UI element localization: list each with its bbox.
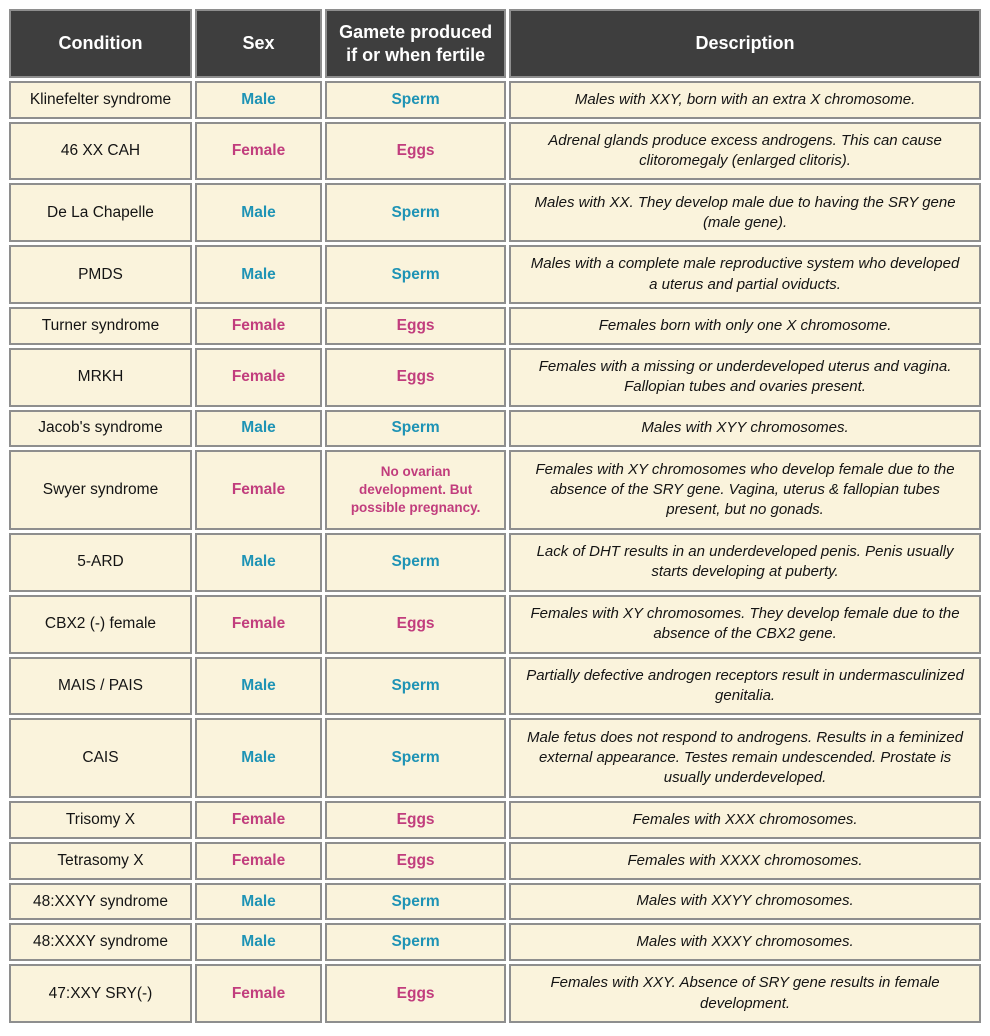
sex-cell: Female <box>195 964 322 1023</box>
sex-cell: Male <box>195 883 322 921</box>
description-cell: Lack of DHT results in an underdeveloped penis. Penis usually starts developing at puberty. <box>509 533 981 592</box>
condition-cell: 46 XX CAH <box>9 122 192 181</box>
table-row <box>9 801 981 839</box>
gamete-cell: Eggs <box>325 348 506 407</box>
column-header-description: Description <box>509 9 981 78</box>
gamete-cell: Eggs <box>325 842 506 880</box>
gamete-cell: Sperm <box>325 718 506 798</box>
description-cell: Adrenal glands produce excess androgens. This can cause clitoromegaly (enlarged clitoris). <box>509 122 981 181</box>
sex-cell: Female <box>195 122 322 181</box>
table-row <box>9 718 981 798</box>
table-row <box>9 122 981 181</box>
sex-cell: Male <box>195 533 322 592</box>
description-cell: Male fetus does not respond to androgens. Results in a feminized external appearance. Testes remain undescended. Prostate is usually underdeveloped. <box>509 718 981 798</box>
description-cell: Partially defective androgen receptors result in undermasculinized genitalia. <box>509 657 981 716</box>
column-header-sex: Sex <box>195 9 322 78</box>
condition-cell: PMDS <box>9 245 192 304</box>
condition-cell: Tetrasomy X <box>9 842 192 880</box>
description-cell: Males with XXXY chromosomes. <box>509 923 981 961</box>
table-row <box>9 450 981 530</box>
table-row <box>9 964 981 1023</box>
gamete-cell: Eggs <box>325 964 506 1023</box>
gamete-cell: Eggs <box>325 595 506 654</box>
condition-cell: Swyer syndrome <box>9 450 192 530</box>
table-row <box>9 533 981 592</box>
description-cell: Females with XXX chromosomes. <box>509 801 981 839</box>
condition-cell: Turner syndrome <box>9 307 192 345</box>
condition-cell: Klinefelter syndrome <box>9 81 192 119</box>
description-cell: Males with XXY, born with an extra X chromosome. <box>509 81 981 119</box>
header-row <box>9 9 981 78</box>
gamete-cell: Eggs <box>325 307 506 345</box>
table-row <box>9 657 981 716</box>
sex-cell: Female <box>195 801 322 839</box>
sex-cell: Male <box>195 81 322 119</box>
condition-cell: MRKH <box>9 348 192 407</box>
description-cell: Females with XY chromosomes. They develop female due to the absence of the CBX2 gene. <box>509 595 981 654</box>
condition-cell: 48:XXYY syndrome <box>9 883 192 921</box>
table-row <box>9 883 981 921</box>
table-row <box>9 842 981 880</box>
sex-cell: Female <box>195 595 322 654</box>
gamete-cell: Eggs <box>325 122 506 181</box>
condition-cell: De La Chapelle <box>9 183 192 242</box>
gamete-cell: Sperm <box>325 410 506 448</box>
description-cell: Males with a complete male reproductive system who developed a uterus and partial oviducts. <box>509 245 981 304</box>
column-header-gamete: Gamete produced if or when fertile <box>325 9 506 78</box>
gamete-cell: Sperm <box>325 245 506 304</box>
gamete-cell: Sperm <box>325 657 506 716</box>
table-header <box>9 9 981 78</box>
sex-cell: Female <box>195 450 322 530</box>
gamete-cell: No ovarian development. But possible pregnancy. <box>325 450 506 530</box>
description-cell: Females with XXXX chromosomes. <box>509 842 981 880</box>
description-cell: Females with XY chromosomes who develop female due to the absence of the SRY gene. Vagina, uterus & fallopian tubes present, but no gonads. <box>509 450 981 530</box>
table-row <box>9 410 981 448</box>
condition-cell: 48:XXXY syndrome <box>9 923 192 961</box>
description-cell: Males with XX. They develop male due to having the SRY gene (male gene). <box>509 183 981 242</box>
table-row <box>9 923 981 961</box>
sex-cell: Female <box>195 348 322 407</box>
sex-cell: Male <box>195 923 322 961</box>
sex-cell: Male <box>195 410 322 448</box>
sex-cell: Male <box>195 245 322 304</box>
gamete-cell: Sperm <box>325 923 506 961</box>
table-row <box>9 595 981 654</box>
condition-cell: Trisomy X <box>9 801 192 839</box>
condition-cell: MAIS / PAIS <box>9 657 192 716</box>
condition-cell: CBX2 (-) female <box>9 595 192 654</box>
gamete-cell: Sperm <box>325 883 506 921</box>
gamete-cell: Eggs <box>325 801 506 839</box>
condition-cell: Jacob's syndrome <box>9 410 192 448</box>
gamete-cell: Sperm <box>325 81 506 119</box>
description-cell: Males with XXYY chromosomes. <box>509 883 981 921</box>
condition-cell: 47:XXY SRY(-) <box>9 964 192 1023</box>
column-header-condition: Condition <box>9 9 192 78</box>
description-cell: Females with XXY. Absence of SRY gene results in female development. <box>509 964 981 1023</box>
table-row <box>9 245 981 304</box>
description-cell: Males with XYY chromosomes. <box>509 410 981 448</box>
condition-cell: 5-ARD <box>9 533 192 592</box>
table-row <box>9 348 981 407</box>
description-cell: Females with a missing or underdeveloped uterus and vagina. Fallopian tubes and ovaries present. <box>509 348 981 407</box>
sex-cell: Female <box>195 842 322 880</box>
description-cell: Females born with only one X chromosome. <box>509 307 981 345</box>
sex-cell: Male <box>195 657 322 716</box>
conditions-table <box>6 6 984 1026</box>
gamete-cell: Sperm <box>325 533 506 592</box>
table-row <box>9 81 981 119</box>
sex-cell: Male <box>195 183 322 242</box>
sex-cell: Female <box>195 307 322 345</box>
sex-cell: Male <box>195 718 322 798</box>
table-row <box>9 183 981 242</box>
table-body <box>9 81 981 1023</box>
condition-cell: CAIS <box>9 718 192 798</box>
gamete-cell: Sperm <box>325 183 506 242</box>
table-row <box>9 307 981 345</box>
